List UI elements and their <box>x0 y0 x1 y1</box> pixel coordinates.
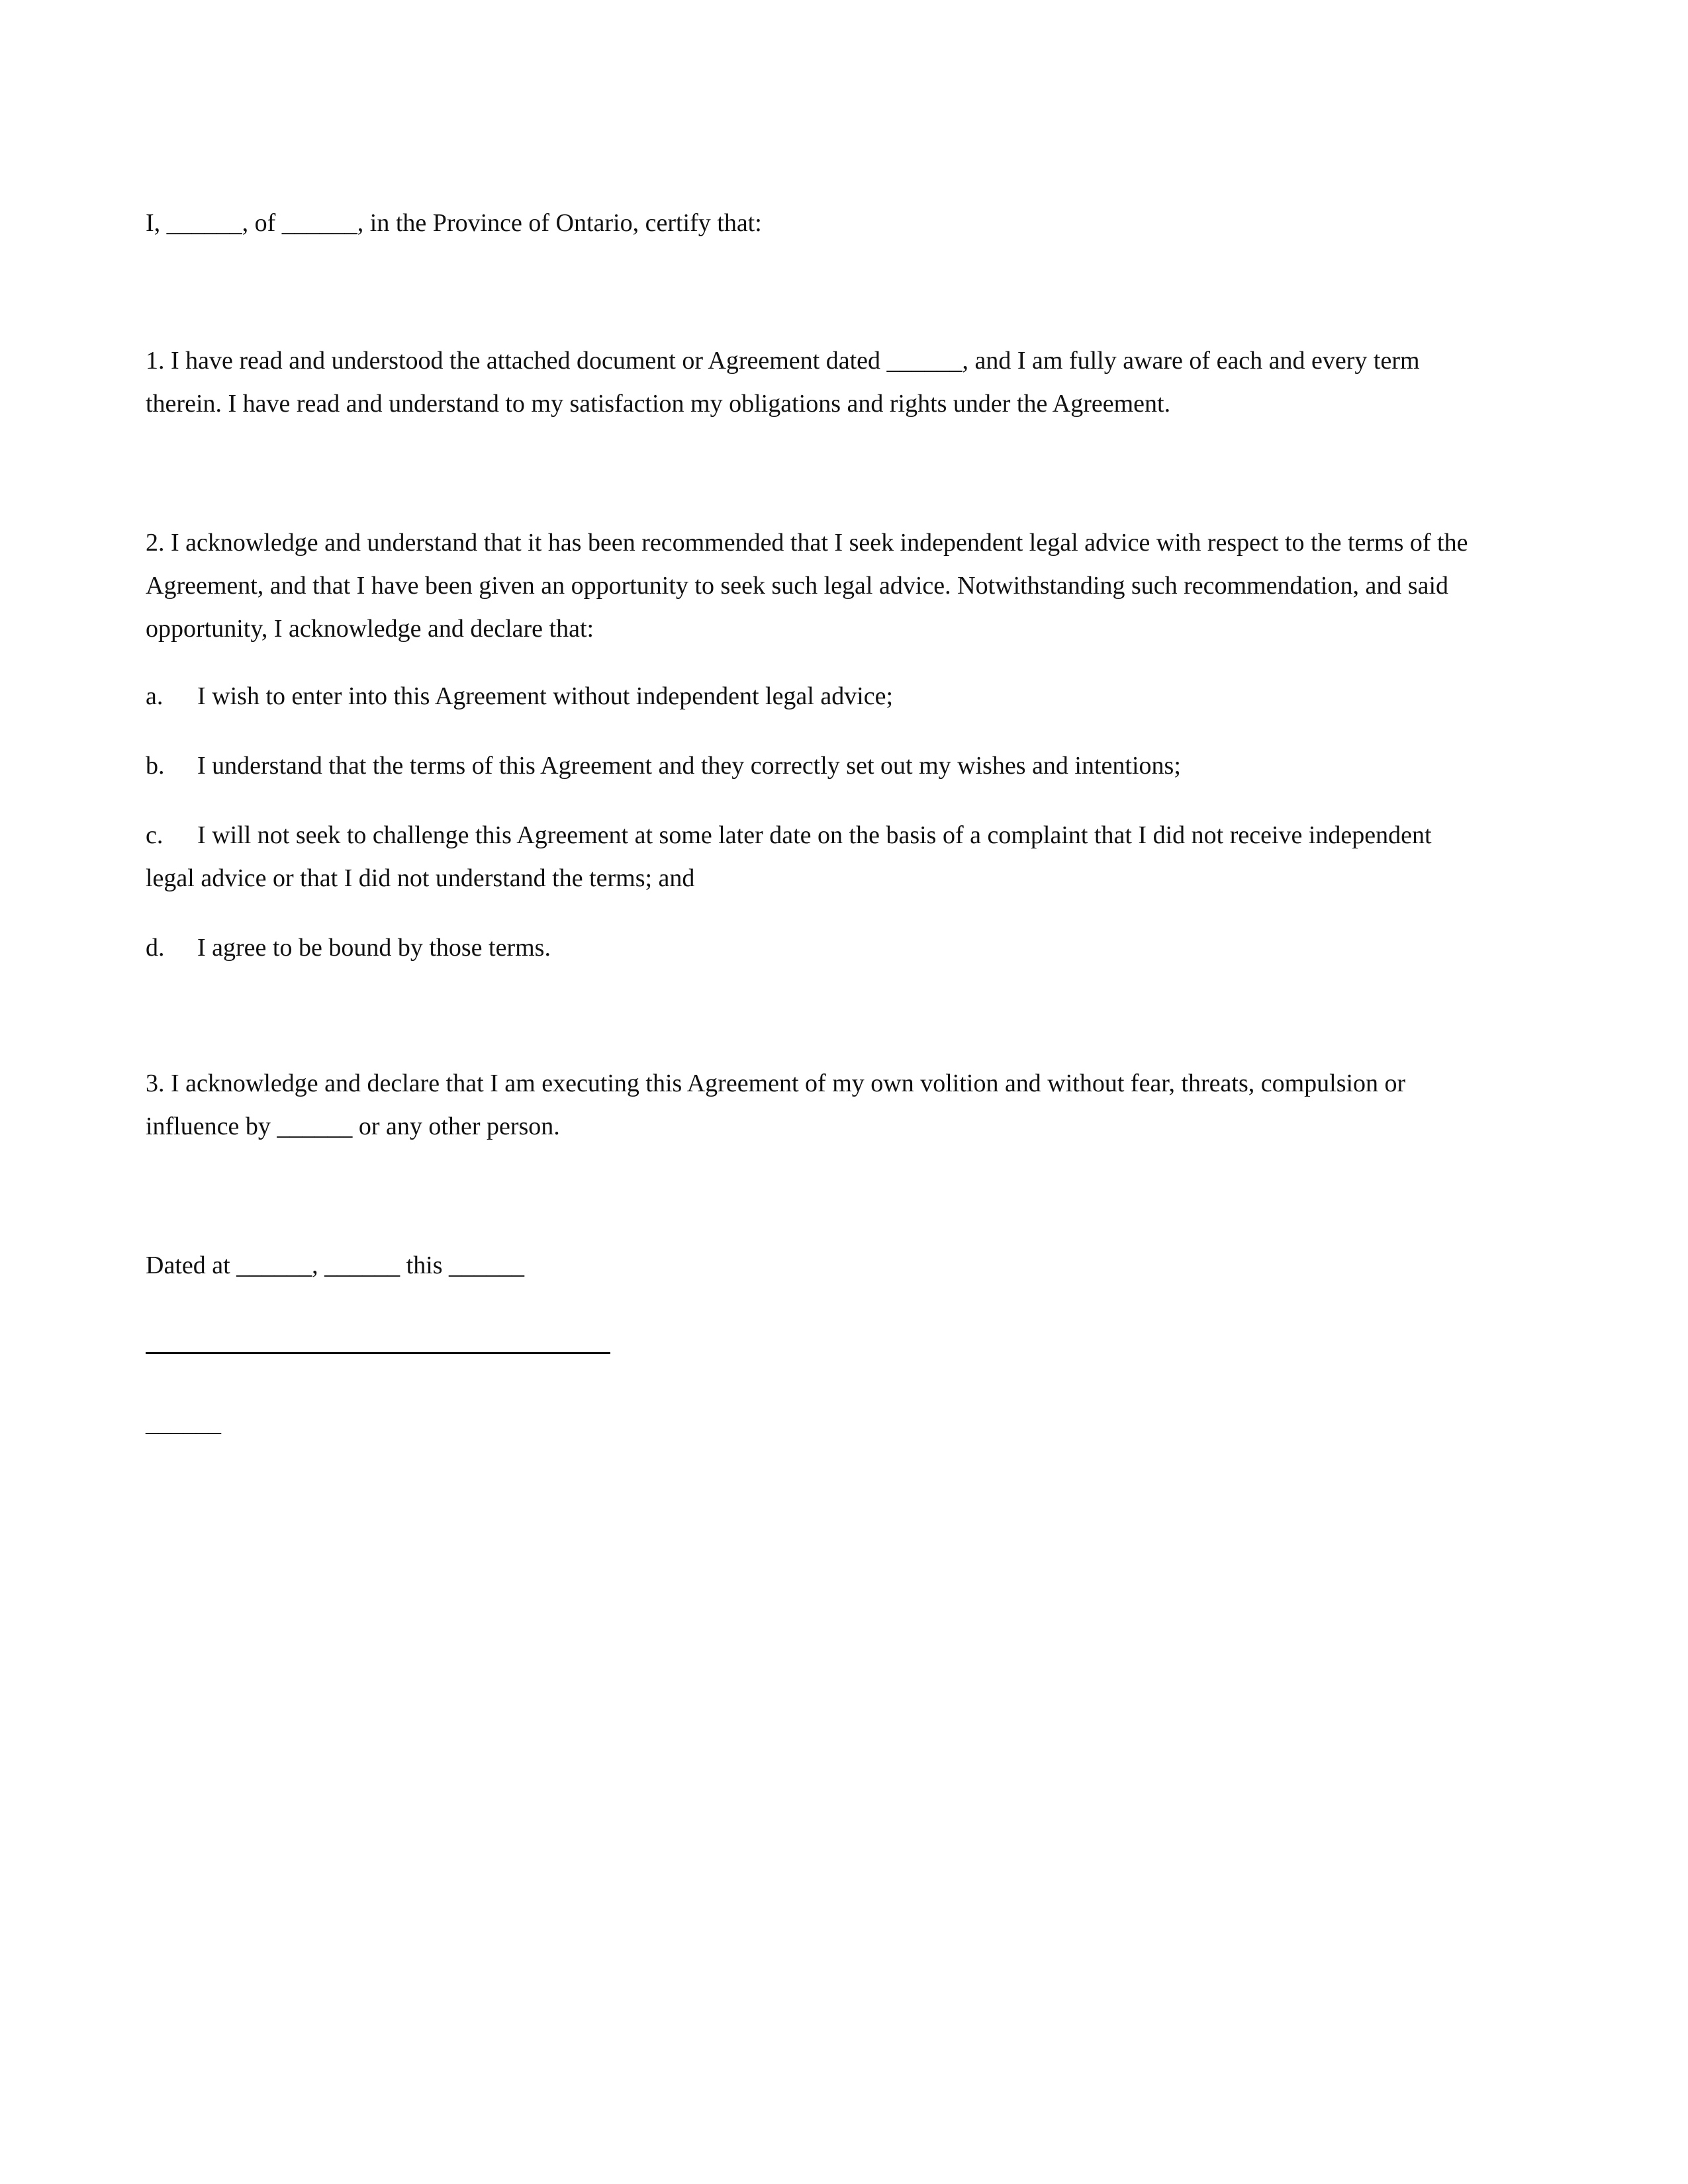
list-item-text: I understand that the terms of this Agreement and they correctly set out my wishes and intentions; <box>197 752 1181 780</box>
signature-line <box>146 1352 610 1354</box>
paragraph-2-line-2: Agreement, and that I have been given an opportunity to seek such legal advice. Notwithstanding such recommendation, and said <box>146 572 1449 600</box>
list-item-text: I agree to be bound by those terms. <box>197 934 551 962</box>
intro-text: I, ______, of ______, in the Province of Ontario, certify that: <box>146 209 762 237</box>
list-item-letter: b. <box>146 752 165 780</box>
dated-line <box>146 1244 1549 1287</box>
certificate-intro <box>146 202 1549 245</box>
paragraph-1-line-2: therein. I have read and understand to my satisfaction my obligations and rights under the Agreement. <box>146 390 1171 418</box>
list-item-letter: c. <box>146 821 164 849</box>
paragraph-1-line-1: 1. I have read and understood the attached document or Agreement dated ______, and I am fully aware of each and every term <box>146 347 1420 375</box>
paragraph-2-line-3: opportunity, I acknowledge and declare that: <box>146 615 594 643</box>
dated-text: Dated at ______, ______ this ______ <box>146 1251 525 1279</box>
signatory-name: ______ <box>146 1409 221 1437</box>
paragraph-3 <box>146 1062 1549 1148</box>
list-item-letter: d. <box>146 934 165 962</box>
paragraph-2-line-1: 2. I acknowledge and understand that it has been recommended that I seek independent legal advice with respect to the terms of the <box>146 529 1468 557</box>
list-item-c <box>146 814 1549 900</box>
paragraph-2 <box>146 522 1549 651</box>
list-item-letter: a. <box>146 682 164 710</box>
list-item-continuation: legal advice or that I did not understand the terms; and <box>146 864 695 892</box>
paragraph-3-line-1: 3. I acknowledge and declare that I am executing this Agreement of my own volition and without fear, threats, compulsion or <box>146 1069 1406 1097</box>
list-item-a <box>146 675 1549 718</box>
list-item-text: I will not seek to challenge this Agreement at some later date on the basis of a complaint that I did not receive independent <box>197 821 1432 849</box>
paragraph-1 <box>146 340 1549 426</box>
list-item-text: I wish to enter into this Agreement without independent legal advice; <box>197 682 894 710</box>
paragraph-3-line-2: influence by ______ or any other person. <box>146 1113 560 1140</box>
list-item-b <box>146 745 1549 788</box>
list-item-d <box>146 927 1549 970</box>
